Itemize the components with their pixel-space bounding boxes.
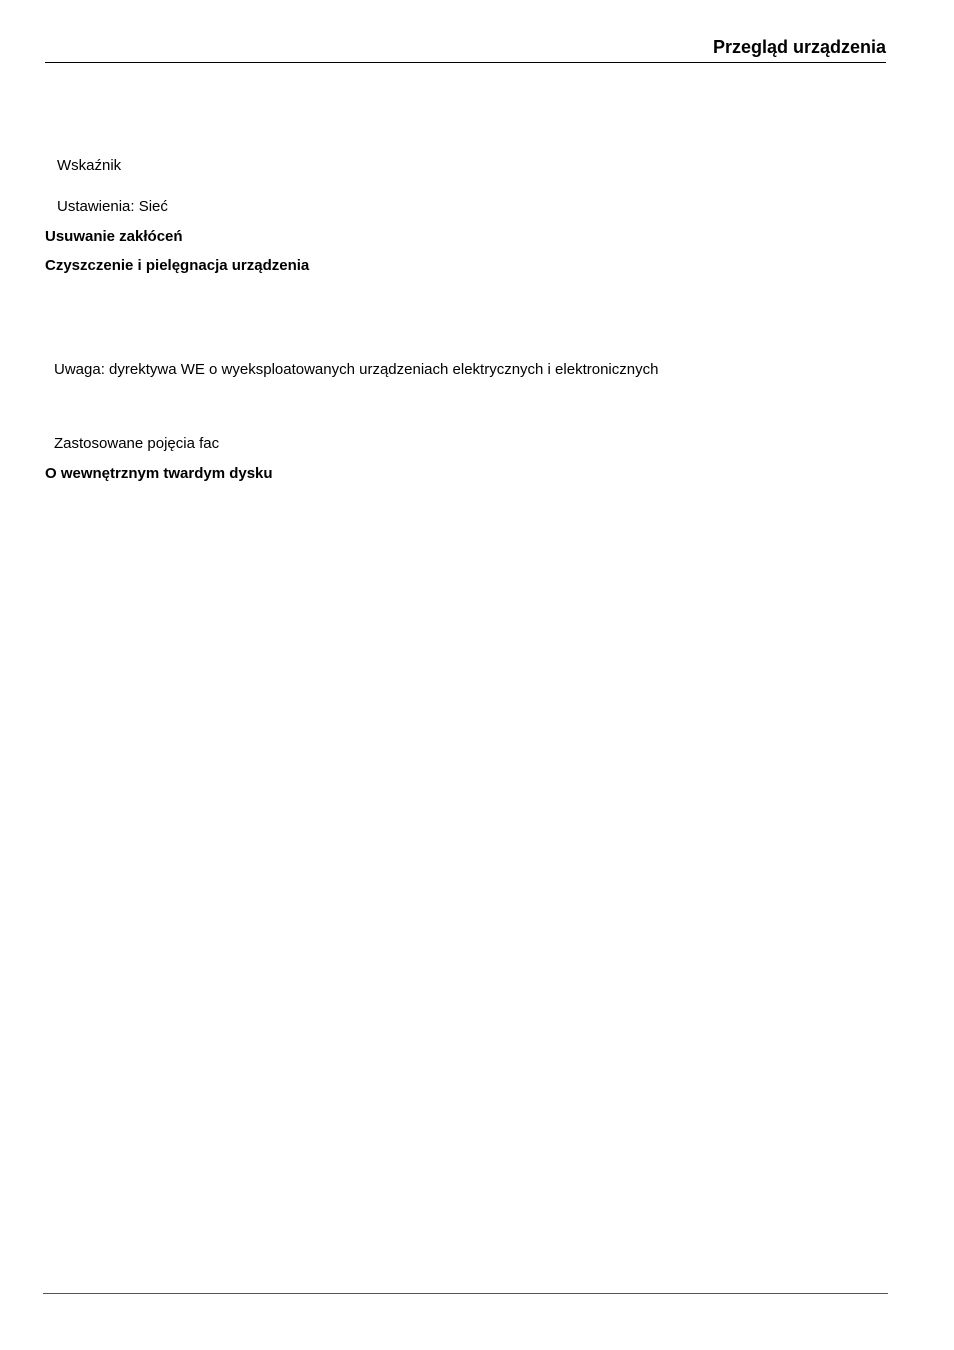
entry-fax-terms[interactable]: Zastosowane pojęcia fac xyxy=(54,435,220,452)
entry-cleaning-maintenance[interactable]: Czyszczenie i pielęgnacja urządzenia xyxy=(45,257,310,274)
entry-settings-network[interactable]: Ustawienia: Sieć xyxy=(57,198,168,215)
header-divider xyxy=(45,62,886,63)
entry-indicator[interactable]: Wskaźnik xyxy=(57,157,122,174)
page-title: Przegląd urządzenia xyxy=(712,37,886,57)
footer-divider xyxy=(43,1293,888,1294)
entry-internal-hard-disk[interactable]: O wewnętrznym twardym dysku xyxy=(45,465,273,482)
entry-weee-directive-note[interactable]: Uwaga: dyrektywa WE o wyeksploatowanych urządzeniach elektrycznych i elektronicznych xyxy=(54,361,659,378)
entry-troubleshooting[interactable]: Usuwanie zakłóceń xyxy=(45,228,183,245)
